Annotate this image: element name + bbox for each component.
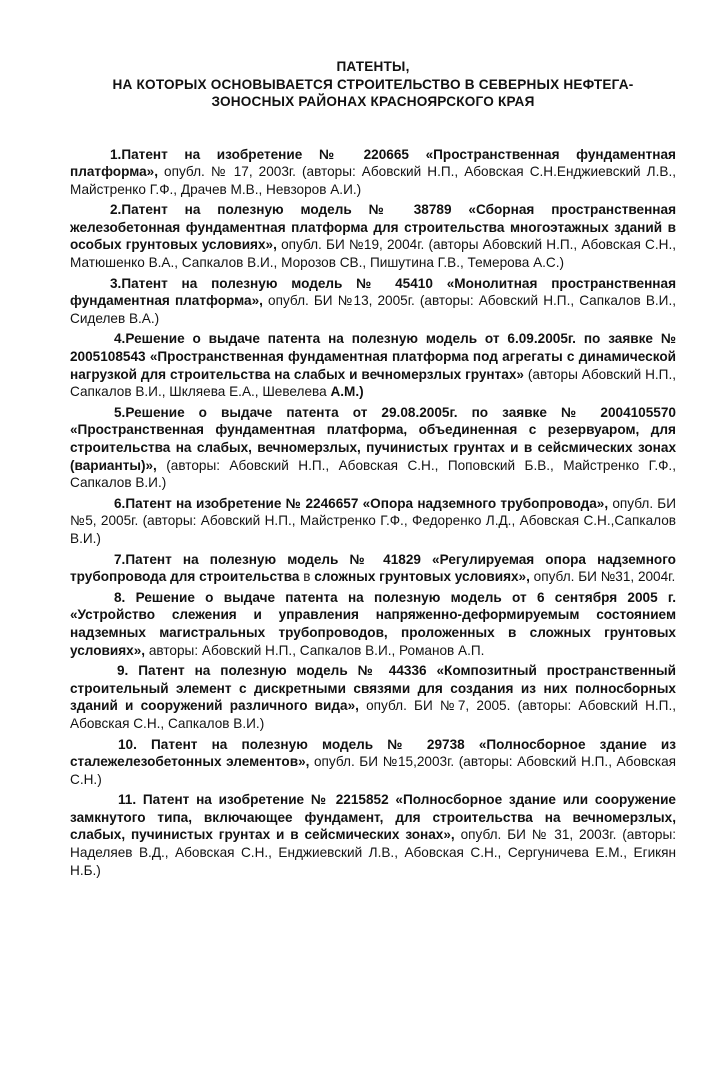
patent-item-6	[70, 495, 676, 548]
patent-item-1	[70, 146, 676, 199]
item-number: 7.	[114, 551, 126, 567]
patent-item-2	[70, 201, 676, 271]
item-heading: Патент на полезную модель № 41829 «Регулируемая опора надземного трубопровода для строительства	[70, 551, 676, 585]
item-number: 5.	[114, 404, 126, 420]
item-number: 1.	[110, 146, 122, 162]
item-details: авторы: Абовский Н.П., Сапкалов В.И., Романов А.П.	[145, 642, 485, 658]
item-number: 8.	[114, 589, 126, 605]
item-details: опубл. БИ №13, 2005г. (авторы: Абовский Н.П., Сапкалов В.И., Сиделев В.А.)	[70, 293, 677, 326]
item-heading: Решение о выдаче патента на полезную модель от 6 сентября 2005 г. «Устройство слежения и управления напряженно-деформируемым состоянием надземных магистральных трубопроводов, проложенных в сложных грунтовых условиях»,	[70, 589, 676, 658]
item-details: опубл. БИ № 31, 2003г. (авторы: Наделяев В.Д., Абовская С.Н., Енджиевский Л.В., Абовская С.Н., Сергуничева Е.М., Егикян Н.Б.)	[70, 827, 676, 878]
title-line-2: НА КОТОРЫХ ОСНОВЫВАЕТСЯ СТРОИТЕЛЬСТВО В СЕВЕРНЫХ НЕФТЕГА-	[112, 76, 634, 92]
item-details: опубл. БИ №19, 2004г. (авторы Абовский Н.П., Абовская С.Н., Матюшенко В.А., Сапкалов В.И., Морозов СВ., Пишутина Г.В., Темерова А.С.)	[70, 237, 676, 271]
item-number: 4.	[114, 331, 126, 347]
item-heading: Патент на полезную модель № 29738 «Полносборное здание из сталежелезобетонных элементов»,	[70, 736, 676, 770]
patent-item-9	[70, 662, 676, 732]
title-line-3: ЗОНОСНЫХ РАЙОНАХ КРАСНОЯРСКОГО КРАЯ	[211, 94, 535, 109]
patent-item-11	[70, 791, 676, 879]
item-details: опубл. № 17, 2003г. (авторы: Абовский Н.П., Абовская С.Н.Енджиевский Л.В., Майстренко Г.Ф., Драчев М.В., Невзоров А.И.)	[70, 164, 676, 197]
item-heading: Патент на полезную модель № 44336 «Композитный пространственный строительный элемент с дискретными связями для создания из них полносборных зданий и сооружений различного вида»,	[70, 663, 676, 714]
item-number: 9.	[117, 663, 129, 679]
patent-item-8	[70, 589, 676, 659]
document-page	[70, 58, 676, 882]
item-heading: Решение о выдаче патента на полезную модель от 6.09.2005г. по заявке № 2005108543 «Пространственная фундаментная платформа под агрегаты с динамической нагрузкой для строительства на слабых и вечномерзлых грунтах»	[70, 331, 676, 382]
item-details: опубл. БИ №15,2003г. (авторы: Абовский Н.П., Абовская С.Н.)	[70, 754, 676, 787]
item-number: 10.	[118, 736, 137, 752]
item-details: (авторы: Абовский Н.П., Абовская С.Н., Поповский Б.В., Майстренко Г.Ф., Сапкалов В.И.)	[70, 457, 676, 491]
item-heading: Патент на полезную модель № 45410 «Монолитная пространственная фундаментная платформа»,	[70, 275, 676, 309]
item-heading: Решение о выдаче патента от 29.08.2005г. по заявке № 2004105570 «Пространственная фундаментная платформа, объединенная с резервуаром, для строительства на слабых, вечномерзлых, пучинистых грунтах и в сейсмических зонах (варианты)»,	[70, 404, 676, 473]
item-number: 3.	[110, 275, 122, 291]
patent-item-10	[70, 736, 676, 789]
item-number: 6.	[114, 495, 126, 511]
patent-item-5	[70, 404, 676, 492]
page-title	[70, 58, 676, 111]
item-details: опубл. БИ №5, 2005г. (авторы: Абовский Н.П., Майстренко Г.Ф., Федоренко Л.Д., Абовская С.Н.,Сапкалов В.И.)	[70, 495, 676, 546]
item-heading-continued: сложных грунтовых условиях»,	[314, 569, 530, 585]
item-heading: Патент на полезную модель № 38789 «Сборная пространственная железобетонная фундаментная платформа для строительства многоэтажных зданий в особых грунтовых условиях»,	[70, 202, 676, 253]
item-heading: Патент на изобретение № 2246657 «Опора надземного трубопровода»,	[125, 495, 609, 511]
item-heading: Патент на изобретение № 2215852 «Полносборное здание или сооружение замкнутого типа, включающее фундамент, для строительства на вечномерзлых, слабых, пучинистых грунтах и в сейсмических зонах»,	[70, 792, 676, 843]
item-connector: в	[299, 569, 315, 585]
item-number: 2.	[110, 202, 122, 218]
item-details: (авторы Абовский Н.П., Сапкалов В.И., Шкляева Е.А., Шевелева	[70, 366, 676, 400]
item-heading: Патент на изобретение № 220665 «Пространственная фундаментная платформа»,	[70, 146, 676, 180]
title-line-1: ПАТЕНТЫ,	[336, 59, 410, 74]
item-details: опубл. БИ №31, 2004г.	[529, 569, 676, 585]
patent-item-7	[70, 551, 676, 586]
item-details: опубл. БИ №7, 2005. (авторы: Абовский Н.П., Абовская С.Н., Сапкалов В.И.)	[70, 698, 677, 731]
item-number: 11.	[118, 792, 137, 808]
patent-item-4	[70, 330, 676, 400]
patent-item-3	[70, 275, 676, 328]
item-details-bold: А.М.)	[330, 384, 364, 400]
